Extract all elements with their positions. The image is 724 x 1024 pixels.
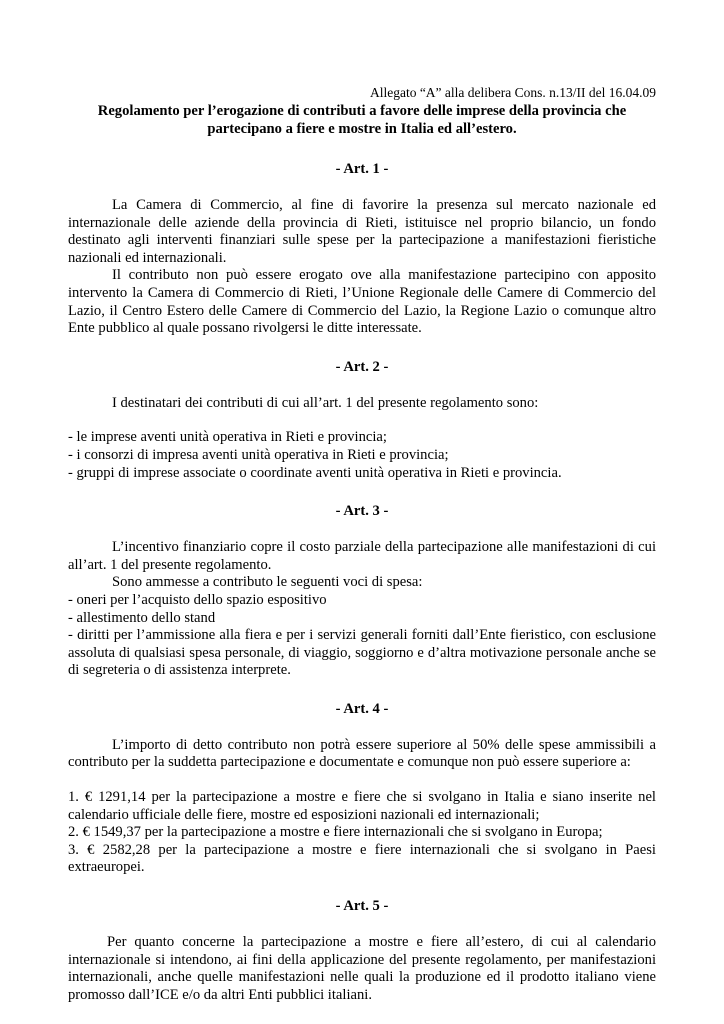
art-3-paragraph-1: L’incentivo finanziario copre il costo parziale della partecipazione alle manifestazioni di cui all’art. 1 del presente regolamento. [68, 539, 656, 573]
document-title: Regolamento per l’erogazione di contributi a favore delle imprese della provincia che partecipano a fiere e mostre in Italia ed all’estero. [97, 103, 627, 137]
art-5-paragraph-1: Per quanto concerne la partecipazione a mostre e fiere all’estero, di cui al calendario internazionale si intendono, ai fini della applicazione del presente regolamento, per manifestazioni internazionali, anche quelle manifestazioni nelle quali la produzione ed il prodotto italiano viene promosso dall’ICE e/o da altri Enti pubblici italiani. [68, 934, 656, 1003]
document-page [68, 84, 656, 1004]
art-2-list-item: - le imprese aventi unità operativa in Rieti e provincia; [68, 429, 387, 446]
art-2-intro: I destinatari dei contributi di cui all’art. 1 del presente regolamento sono: [112, 394, 539, 411]
art-5-heading: - Art. 5 - [335, 898, 389, 915]
art-2-list-item: - i consorzi di impresa aventi unità operativa in Rieti e provincia; [68, 446, 449, 463]
art-1-paragraph-1: La Camera di Commercio, al fine di favorire la presenza sul mercato nazionale ed internazionale delle aziende della provincia di Rieti, istituisce nel proprio bilancio, un fondo destinato agli interventi finanziari sulle spese per la partecipazione a manifestazioni fieristiche nazionali ed internazionali. [68, 197, 656, 266]
art-4-list-item: 3. € 2582,28 per la partecipazione a mostre e fiere internazionali che si svolgano in Paesi extraeuropei. [68, 841, 656, 876]
art-3-list-item: - oneri per l’acquisto dello spazio espositivo [68, 591, 327, 608]
art-2-list-item: - gruppi di imprese associate o coordinate aventi unità operativa in Rieti e provincia. [68, 464, 562, 481]
art-2-heading: - Art. 2 - [335, 358, 389, 375]
art-4-list-item: 2. € 1549,37 per la partecipazione a mostre e fiere internazionali che si svolgano in Europa; [68, 824, 603, 841]
art-4-heading: - Art. 4 - [335, 700, 389, 717]
allegato-reference: Allegato “A” alla delibera Cons. n.13/II del 16.04.09 [369, 85, 656, 100]
art-3-list-item: - diritti per l’ammissione alla fiera e per i servizi generali forniti dall’Ente fieristico, con esclusione assoluta di qualsiasi spesa personale, di viaggio, soggiorno e d’altra motivazione personale anche se di segreteria o di assistenza interprete. [68, 627, 656, 679]
art-1-heading: - Art. 1 - [335, 161, 389, 177]
art-1-paragraph-2: Il contributo non può essere erogato ove alla manifestazione partecipino con apposito intervento la Camera di Commercio di Rieti, l’Unione Regionale delle Camere di Commercio del Lazio, il Centro Estero delle Camere di Commercio del Lazio, la Regione Lazio o comunque altro Ente pubblico al quale possano rivolgersi le ditte interessate. [68, 267, 656, 337]
art-4-list-item: 1. € 1291,14 per la partecipazione a mostre e fiere che si svolgano in Italia e siano inserite nel calendario ufficiale delle fiere, mostre ed esposizioni nazionali ed internazionali; [68, 789, 656, 823]
art-3-heading: - Art. 3 - [335, 503, 389, 520]
art-4-paragraph-1: L’importo di detto contributo non potrà essere superiore al 50% delle spese ammissibili a contributo per la suddetta partecipazione e documentate e comunque non può essere superiore a: [68, 736, 656, 771]
art-3-paragraph-2: Sono ammesse a contributo le seguenti voci di spesa: [112, 574, 423, 591]
art-3-list-item: - allestimento dello stand [68, 609, 216, 626]
